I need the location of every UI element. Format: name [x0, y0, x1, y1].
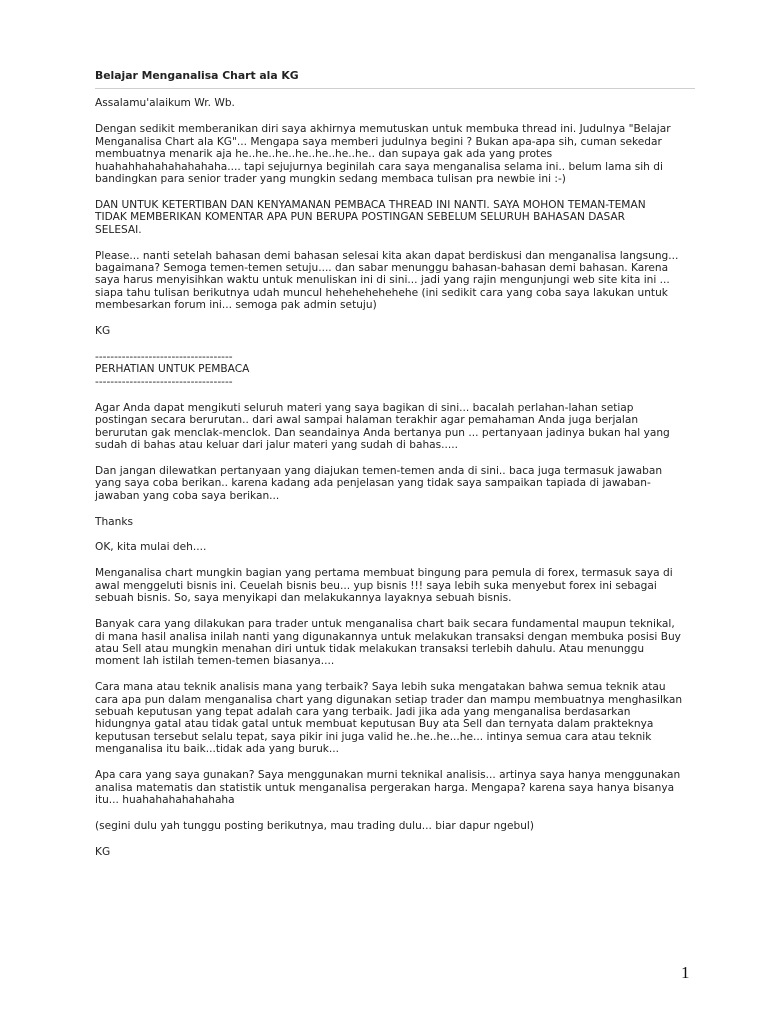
- best-technique-paragraph: Cara mana atau teknik analisis mana yang terbaik? Saya lebih suka mengatakan bahwa semua teknik atau cara apa pun dalam menganalisa chart yang digunakan setiap trader dan mampu membuatnya menghasilkan sebuah keputusan yang tepat adalah cara yang terbaik. Jadi jika ada yang menganalisa berdasarkan hidungnya gatal atau tidak gatal untuk membuat keputusan Buy ata Sell dan ternyata dalam prakteknya keputusan tersebut selalu tepat, saya pikir ini juga valid he..he..he...he... intinya semua cara atau teknik menganalisa itu baik...tidak ada yang buruk...: [95, 681, 683, 756]
- methods-paragraph: Banyak cara yang dilakukan para trader untuk menganalisa chart baik secara fundamental maupun teknikal, di mana hasil analisa inilah nanti yang digunakannya untuk melakukan transaksi dengan membuka posisi Buy atau Sell atau mungkin menahan diri untuk tidak melakukan transaksi terlebih dahulu. Atau menunggu moment lah istilah temen-temen biasanya....: [95, 618, 681, 668]
- greeting-paragraph: Assalamu'alaikum Wr. Wb.: [95, 97, 235, 110]
- chart-analysis-paragraph: Menganalisa chart mungkin bagian yang pertama membuat bingung para pemula di forex, termasuk saya di awal menggeluti bisnis ini. Ceuelah bisnis beu... yup bisnis !!! saya lebih suka menyebut forex ini sebagai sebuah bisnis. So, saya menyikapi dan melakukannya layaknya sebuah bisnis.: [95, 567, 673, 605]
- intro-paragraph: Dengan sedikit memberanikan diri saya akhirnya memutuskan untuk membuka thread ini. Judulnya "Belajar Menganalisa Chart ala KG"... Mengapa saya memberi judulnya begini ? Bukan apa-apa sih, cuman sekedar membuatnya menarik aja he..he..he..he..he..he..he.. dan supaya gak ada yang protes huahahhahahahahahaha.... tapi sejujurnya beginilah cara saya menganalisa selama ini.. belum lama sih di bandingkan para senior trader yang mungkin sedang membaca tulisan pra newbie ini :-): [95, 123, 671, 185]
- notice-paragraph: DAN UNTUK KETERTIBAN DAN KENYAMANAN PEMBACA THREAD INI NANTI. SAYA MOHON TEMAN-TEMAN TIDAK MEMBERIKAN KOMENTAR APA PUN BERUPA POSTINGAN SEBELUM SELURUH BAHASAN DASAR SELESAI.: [95, 198, 646, 236]
- questions-paragraph: Dan jangan dilewatkan pertanyaan yang diajukan temen-temen anda di sini.. baca juga termasuk jawaban yang saya coba berikan.. karena kadang ada penjelasan yang tidak saya sampaikan tapiada di jawaban- jawaban yang coba saya berikan...: [95, 464, 663, 502]
- request-paragraph: Please... nanti setelah bahasan demi bahasan selesai kita akan dapat berdiskusi dan menganalisa langsung... bagaimana? Semoga temen-temen setuju.... dan sabar menunggu bahasan-bahasan demi bahasan. Karena saya harus menyisihkan waktu untuk menuliskan ini di sini... jadi yang rajin mengunjungi web site kita ini ... siapa tahu tulisan berikutnya udah muncul hehehehehehehe (ini sedikit cara yang coba saya lakukan untuk membesarkan forum ini... semoga pak admin setuju): [95, 249, 679, 312]
- document-content: [95, 70, 695, 872]
- title-divider: [95, 88, 695, 89]
- document-title: Belajar Menganalisa Chart ala KG: [95, 69, 299, 82]
- my-method-paragraph: Apa cara yang saya gunakan? Saya menggunakan murni teknikal analisis... artinya saya hanya menggunakan analisa matematis dan statistik untuk menganalisa pergerakan harga. Mengapa? karena saya hanya bisanya itu... huahahahahahahaha: [95, 769, 681, 806]
- closing-paragraph: (segini dulu yah tunggu posting berikutnya, mau trading dulu... biar dapur ngebul): [95, 819, 535, 832]
- page-number: 1: [681, 963, 690, 982]
- reader-notice-heading: ------------------------------------ PERHATIAN UNTUK PEMBACA ------------------------------------: [95, 351, 250, 388]
- start-paragraph: OK, kita mulai deh....: [95, 541, 207, 554]
- reading-guide-paragraph: Agar Anda dapat mengikuti seluruh materi yang saya bagikan di sini... bacalah perlahan-lahan setiap postingan secara berurutan.. dari awal sampai halaman terakhir agar pemahaman Anda juga berjalan berurutan gak menclak-menclok. Dan seandainya Anda bertanya pun ... pertanyaan jadinya bukan hal yang sudah di bahas atau keluar dari jalur materi yang sudah di bahas.....: [95, 401, 670, 451]
- signature-1: KG: [95, 325, 111, 338]
- signature-2: KG: [95, 845, 111, 858]
- thanks-paragraph: Thanks: [95, 515, 134, 528]
